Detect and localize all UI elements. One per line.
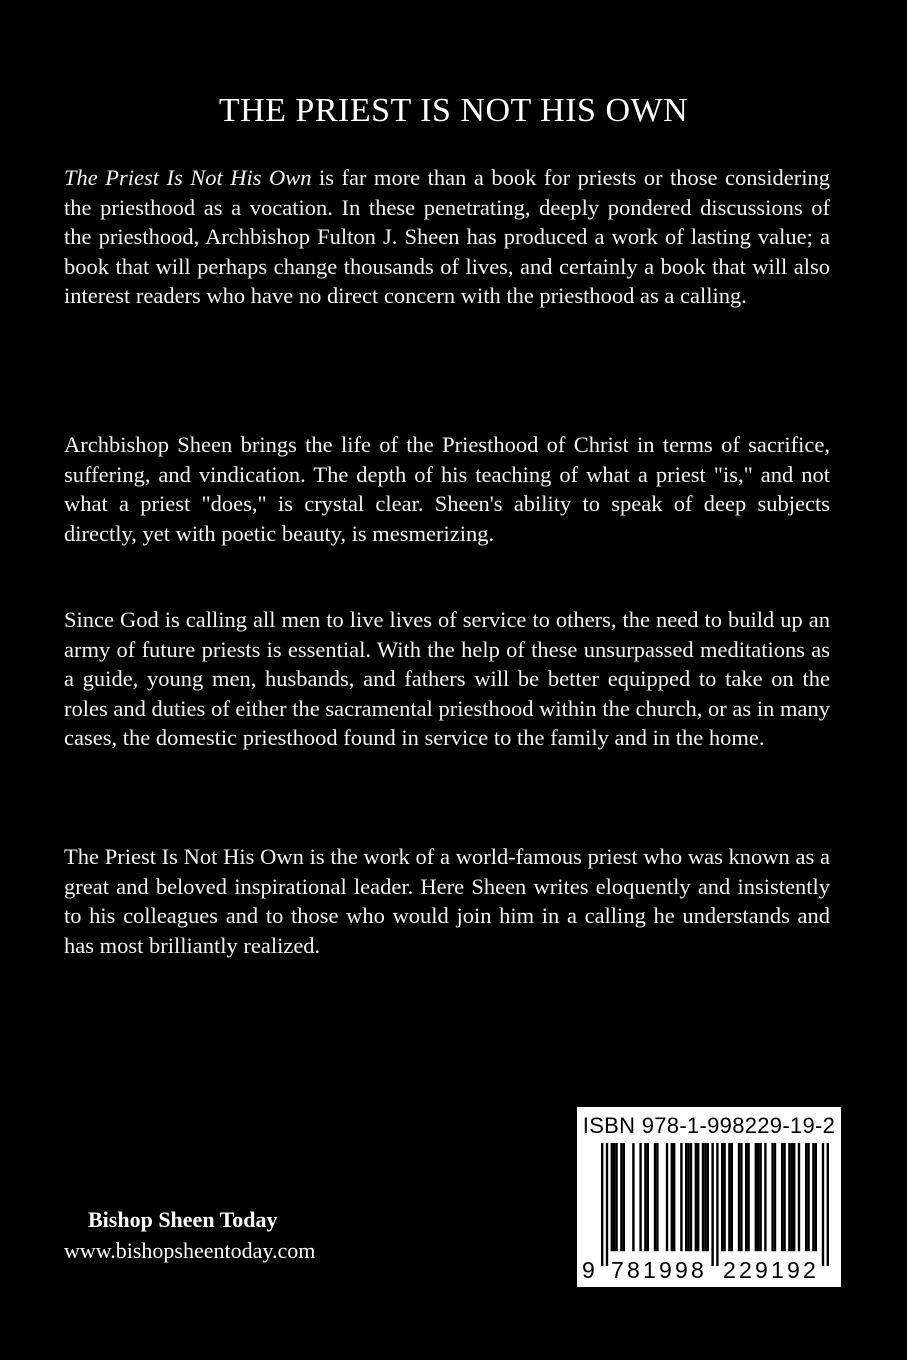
description-paragraph-1 — [64, 163, 830, 311]
barcode-bar — [697, 1143, 699, 1251]
barcode-bar — [632, 1143, 634, 1251]
description-paragraph-4: The Priest Is Not His Own is the work of a world-famous priest who was known as a great and beloved inspirational leader. Here Sheen writes eloquently and insistently to his colleagues and to those who would join him in a calling he understands and has most brilliantly realized. — [64, 844, 830, 958]
barcode-bar — [757, 1143, 759, 1251]
barcode-bar — [721, 1143, 723, 1251]
barcode-digit-first: 9 — [582, 1257, 598, 1283]
description-paragraph-2: Archbishop Sheen brings the life of the Priesthood of Christ in terms of sacrifice, suffering, and vindication. The depth of his teaching of what a priest "is," and not what a priest "does," is crystal clear. Sheen's ability to speak of deep subjects directly, yet with poetic beauty, is mesmerizing. — [64, 432, 830, 546]
isbn-barcode — [577, 1107, 841, 1287]
barcode-bar — [687, 1143, 689, 1251]
barcode-bar — [716, 1143, 718, 1266]
barcode-digits-left: 781998 — [611, 1257, 707, 1283]
barcode-bar — [666, 1143, 668, 1251]
barcode-bar — [685, 1143, 687, 1251]
barcode-bar — [639, 1143, 641, 1251]
barcode-bar — [745, 1143, 747, 1251]
barcode-bar — [731, 1143, 733, 1251]
barcode-bar — [798, 1143, 800, 1251]
barcode-bar — [671, 1143, 673, 1251]
barcode-bar — [601, 1143, 603, 1266]
barcode-bar — [764, 1143, 766, 1251]
barcode-bar — [690, 1143, 692, 1251]
barcode-bar — [615, 1143, 617, 1251]
book-title-italic: The Priest Is Not His Own — [64, 165, 312, 190]
barcode-bar — [755, 1143, 757, 1251]
barcode-bar — [807, 1143, 809, 1251]
barcode-bar — [656, 1143, 658, 1251]
barcode-bars — [601, 1143, 829, 1266]
barcode-bar — [611, 1143, 613, 1251]
description-paragraph-1-text: is far more than a book for priests or those considering the priesthood as a vocation. In these penetrating, deeply pondered discussions of the priesthood, Archbishop Fulton J. Sheen has produced a work of lasting value; a book that will perhaps change thousands of lives, and certainly a book that will also interest readers who have no direct concern with the priesthood as a calling. — [64, 165, 831, 309]
barcode-bar — [711, 1143, 713, 1266]
barcode-bar — [747, 1143, 749, 1251]
barcode-bar — [613, 1143, 615, 1251]
barcode-bar — [707, 1143, 709, 1251]
barcode-bar — [815, 1143, 817, 1251]
barcode-digits-right: 229192 — [723, 1257, 819, 1283]
barcode-bar — [822, 1143, 824, 1266]
barcode-bar — [644, 1143, 646, 1251]
barcode-bar — [774, 1143, 776, 1251]
barcode-bar — [788, 1143, 790, 1251]
barcode-bar — [781, 1143, 783, 1251]
barcode-bar — [723, 1143, 725, 1251]
barcode-bar — [702, 1143, 704, 1251]
barcode-bar — [606, 1143, 608, 1266]
barcode-bar — [673, 1143, 675, 1251]
publisher-name: Bishop Sheen Today — [88, 1207, 278, 1232]
barcode-bar — [680, 1143, 682, 1251]
barcode-bar — [740, 1143, 742, 1251]
barcode-bar — [704, 1143, 706, 1251]
barcode-bar — [728, 1143, 730, 1251]
barcode-bar — [654, 1143, 656, 1251]
barcode-bar — [647, 1143, 649, 1251]
barcode-bar — [793, 1143, 795, 1251]
barcode-bar — [771, 1143, 773, 1251]
barcode-bar — [812, 1143, 814, 1251]
barcode-bar — [623, 1143, 625, 1251]
isbn-label: ISBN 978-1-998229-19-2 — [582, 1113, 836, 1138]
barcode-bar — [620, 1143, 622, 1251]
barcode-bar — [738, 1143, 740, 1251]
barcode-bar — [827, 1143, 829, 1266]
description-paragraph-3: Since God is calling all men to live lives of service to others, the need to build up an army of future priests is essential. With the help of these unsurpassed meditations as a guide, young men, husbands, and fathers will be better equipped to take on the roles and duties of either the sacramental priesthood within the church, or as in many cases, the domestic priesthood found in service to the family and in the home. — [64, 607, 830, 751]
book-title: THE PRIEST IS NOT HIS OWN — [218, 92, 689, 129]
barcode-bar — [695, 1143, 697, 1251]
barcode-bar — [783, 1143, 785, 1251]
barcode-bar — [759, 1143, 761, 1251]
publisher-url: www.bishopsheentoday.com — [64, 1238, 316, 1263]
barcode-bar — [805, 1143, 807, 1251]
barcode-bar — [791, 1143, 793, 1251]
